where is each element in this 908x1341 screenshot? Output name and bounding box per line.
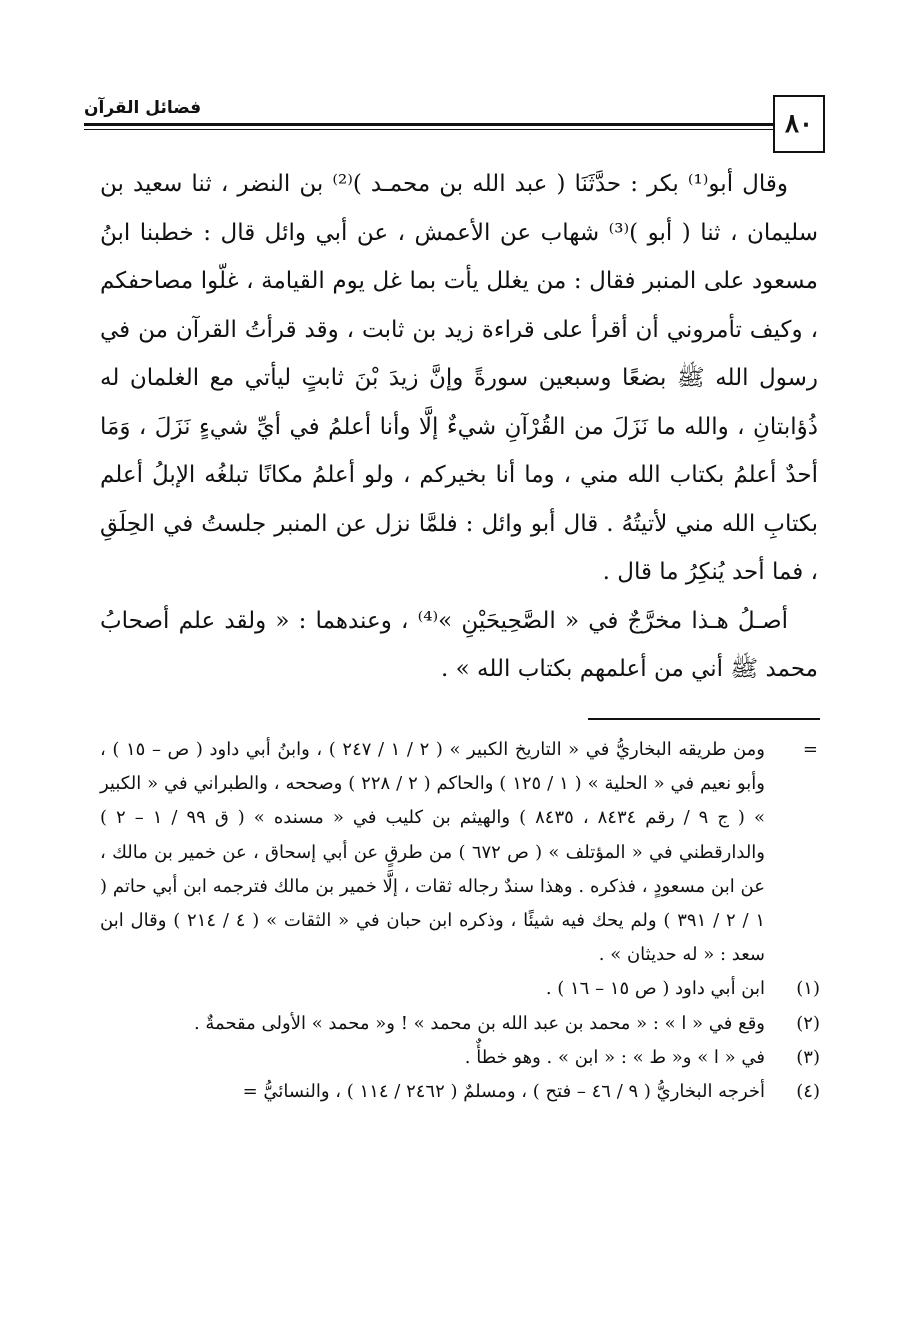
footnote-text: ومن طريقه البخاريُّ في « التاريخ الكبير » ( ٢ / ١ / ٢٤٧ ) ، وابنُ أبي داود ( ص – ١٥ ) ، وأبو نعيم في « الحلية » ( ١ / ١٢٥ ) والحاكم ( ٢ / ٢٢٨ ) وصححه ، والطبراني في « الكبير » ( ج ٩ / رقم ٨٤٣٤ ، ٨٤٣٥ ) والهيثم بن كليب في « مسنده » ( ق ٩٩ / ١ – ٢ ) والدارقطني في « المؤتلف » ( ص ٦٧٢ ) من طرقٍ عن أبي إسحاق ، عن خمير بن مالك ، عن ابن مسعودٍ ، فذكره . وهذا سندٌ رجاله ثقات ، إلَّا خمير بن مالك فترجمه ابن أبي حاتم ( ١ / ٢ / ٣٩١ ) ولم يحك فيه شيئًا ، وذكره ابن حبان في « الثقات » ( ٤ / ٢١٤ ) وقال ابن سعد : « له حديثان » .	[100, 739, 766, 966]
paragraph: أصـلُ هـذا مخرَّجٌ في « الصَّحِيحَيْنِ »⁽⁴⁾ ، وعندهما : « ولقد علم أصحابُ محمد ﷺ أني من أعلمهم بكتاب الله » .	[100, 607, 818, 682]
continuation-marker: =	[802, 739, 818, 760]
footnote-item	[100, 1041, 820, 1075]
footnote-text: ابن أبي داود ( ص ١٥ – ١٦ ) .	[545, 978, 765, 1000]
running-header-title: فضائل القرآن	[84, 98, 202, 118]
header-rule-thin	[84, 129, 773, 130]
footnote-item	[100, 1075, 820, 1109]
footnote-item	[100, 1007, 820, 1041]
footnote-continuation	[100, 733, 820, 972]
footnote-text: وقع في « ا » : « محمد بن عبد الله بن محمد » ! و« محمد » الأولى مقحمةٌ .	[193, 1012, 765, 1034]
main-text	[100, 160, 818, 694]
footnote-separator	[588, 718, 820, 720]
header-rule	[84, 123, 773, 126]
footnote-item	[100, 972, 820, 1006]
footnotes	[100, 733, 820, 1109]
footnote-number: (٢)	[796, 1012, 820, 1034]
paragraph: وقال أبو⁽¹⁾ بكر : حدَّثَنَا ( عبد الله بن محمـد )⁽²⁾ بن النضر ، ثنا سعيد بن سليمان ، ثنا ( أبو )⁽³⁾ شهاب عن الأعمش ، عن أبي وائل قال : خطبنا ابنُ مسعود على المنبر فقال : من يغلل يأت بما غل يوم القيامة ، غلّوا مصاحفكم ، وكيف تأمروني أن أقرأ على قراءة زيد بن ثابت ، وقد قرأتُ القرآن من في رسول الله ﷺ بضعًا وسبعين سورةً وإنَّ زيدَ بْنَ ثابتٍ ليأتي مع الغلمان له ذُؤابتانِ ، والله ما نَزَلَ من القُرْآنِ شيءٌ إلَّا وأنا أعلمُ في أيِّ شيءٍ نَزَلَ ، وَمَا أحدٌ أعلمُ بكتاب الله مني ، وما أنا بخيركم ، ولو أعلمُ مكانًا تبلغُه الإبلُ أعلم بكتابِ الله مني لأتيتُهُ . قال أبو وائل : فلمَّا نزل عن المنبر جلستُ في الحِلَقِ ، فما أحد يُنكِرُ ما قال .	[100, 171, 819, 585]
footnote-number: (٤)	[796, 1081, 820, 1103]
page-number: ٨٠	[773, 95, 825, 153]
footnote-text: أخرجه البخاريُّ ( ٩ / ٤٦ – فتح ) ، ومسلمٌ ( ٢٤٦٢ / ١١٤ ) ، والنسائيُّ =	[242, 1081, 765, 1103]
footnote-text: في « ا » و« ط » : « ابن » . وهو خطأٌ .	[464, 1046, 765, 1068]
footnote-number: (٣)	[796, 1046, 820, 1068]
footnote-number: (١)	[796, 978, 820, 1000]
